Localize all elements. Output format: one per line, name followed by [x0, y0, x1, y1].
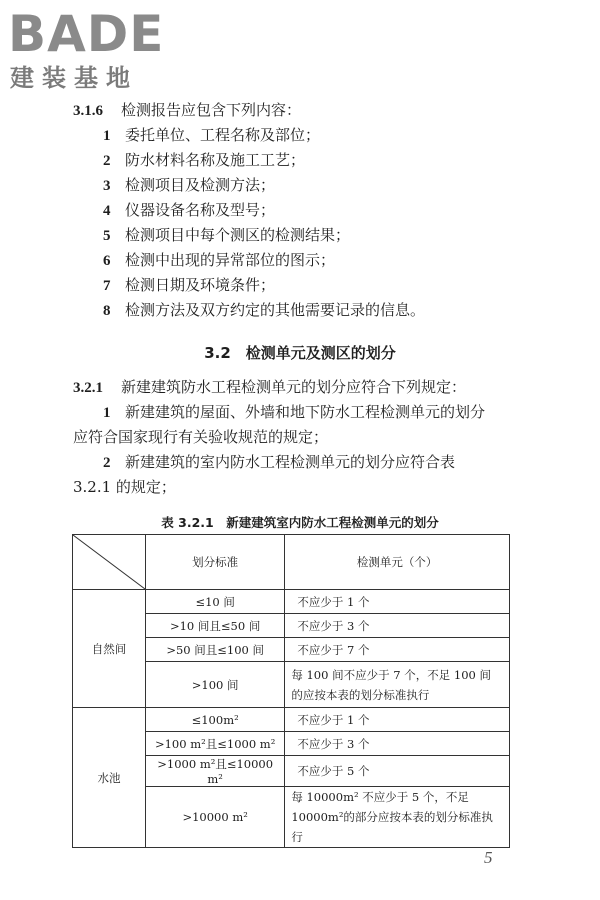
list-item: 8 检测方法及双方约定的其他需要记录的信息。	[103, 301, 426, 319]
list-item: 1 委托单位、工程名称及部位；	[103, 126, 321, 144]
table-row: >100 m²且≤1000 m² 不应少于 3 个	[73, 732, 510, 756]
logo-wordmark: BADE	[8, 5, 165, 63]
table-row: 自然间 ≤10 间 不应少于 1 个	[73, 590, 510, 614]
sub-item-1-cont: 应符合国家现行有关验收规范的规定；	[73, 428, 329, 446]
table-caption: 表 3.2.1 新建建筑室内防水工程检测单元的划分	[161, 515, 439, 530]
list-item: 7 检测日期及环境条件；	[103, 276, 276, 294]
page-number: 5	[484, 848, 493, 867]
table-row: >50 间且≤100 间 不应少于 7 个	[73, 638, 510, 662]
list-item: 2 防水材料名称及施工工艺；	[103, 151, 306, 169]
table-row: >100 间 每 100 间不应少于 7 个，不足 100 间 的应按本表的划分标准执行	[73, 662, 510, 708]
sub-item-2: 2 新建建筑的室内防水工程检测单元的划分应符合表	[103, 453, 456, 471]
table-row: >10000 m² 每 10000m² 不应少于 5 个，不足 10000m²的部分应按本表的划分标准执行	[73, 787, 510, 848]
list-item: 4 仪器设备名称及型号；	[103, 201, 276, 219]
clause-text: 检测报告应包含下列内容：	[121, 101, 302, 119]
diagonal-line	[73, 535, 145, 589]
bade-logo	[8, 6, 178, 96]
list-item: 5 检测项目中每个测区的检测结果；	[103, 226, 351, 244]
clause-text: 新建建筑防水工程检测单元的划分应符合下列规定：	[121, 378, 467, 396]
list-item: 6 检测中出现的异常部位的图示；	[103, 251, 336, 269]
division-table	[72, 534, 510, 848]
header-standard: 划分标准	[146, 535, 285, 590]
clause-3-1-6	[73, 100, 301, 121]
table-row: >10 间且≤50 间 不应少于 3 个	[73, 614, 510, 638]
table-row: >1000 m²且≤10000 m² 不应少于 5 个	[73, 756, 510, 787]
list-item: 3 检测项目及检测方法；	[103, 176, 276, 194]
clause-number: 3.2.1	[73, 380, 103, 396]
logo-subtitle: 建装基地	[10, 64, 138, 92]
sub-item-1: 1 新建建筑的屋面、外墙和地下防水工程检测单元的划分	[103, 403, 486, 421]
header-unit: 检测单元（个）	[285, 535, 510, 590]
sub-item-2-cont: 3.2.1 的规定；	[73, 478, 176, 496]
group-pool: 水池	[73, 708, 146, 848]
diagonal-corner-cell	[73, 535, 146, 590]
group-natural-room: 自然间	[73, 590, 146, 708]
clause-3-2-1	[73, 377, 466, 398]
clause-number: 3.1.6	[73, 103, 103, 119]
table-header-row	[73, 535, 510, 590]
table-row: 水池 ≤100m² 不应少于 1 个	[73, 708, 510, 732]
section-heading-3-2: 3.2 检测单元及测区的划分	[204, 344, 396, 362]
